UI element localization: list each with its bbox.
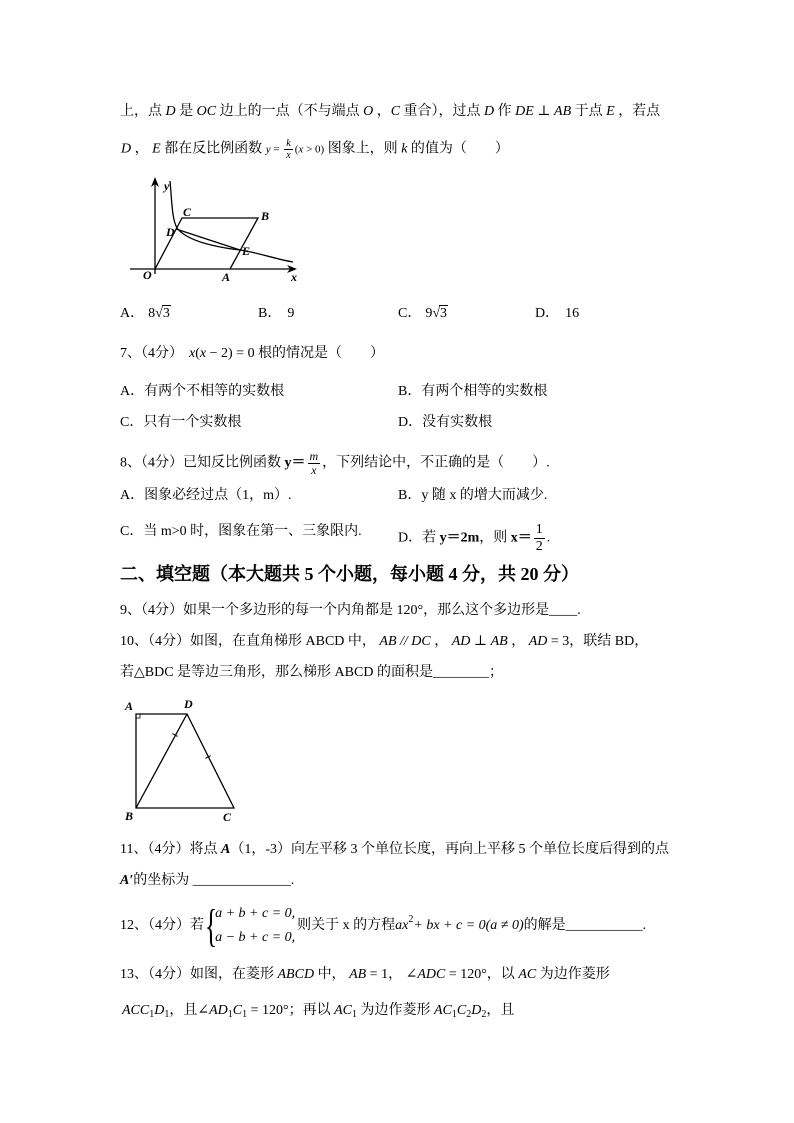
- section-heading: 二、填空题（本大题共 5 个小题，每小题 4 分，共 20 分）: [120, 564, 579, 584]
- math-expression: x＝: [510, 530, 532, 546]
- option-text: 图象必经过点（1，m）.: [144, 488, 292, 503]
- math-variable: AB: [490, 634, 508, 649]
- answer-blank: ______________: [192, 873, 291, 888]
- radicand: 3: [440, 306, 448, 321]
- subscript: 2: [466, 1009, 472, 1020]
- subscript: 1: [164, 1009, 170, 1020]
- sqrt-icon: √: [432, 306, 441, 321]
- stem-text: .: [577, 603, 581, 618]
- math-variable: AC: [434, 1003, 452, 1018]
- fraction-m-over-x: [308, 450, 321, 477]
- answer-blank: ________: [432, 665, 489, 680]
- stem-text: 为边作菱形: [357, 1003, 434, 1018]
- math-variable: C: [456, 1003, 467, 1018]
- condition-open: (: [294, 143, 299, 156]
- option-text: 有两个不相等的实数根: [144, 384, 285, 399]
- subscript: 1: [352, 1009, 357, 1020]
- q8-option-d: [398, 522, 550, 555]
- q6-option-c: [398, 304, 448, 324]
- option-label: D．: [535, 306, 560, 321]
- option-text: 有两个相等的实数根: [421, 384, 548, 399]
- math-variable: ACC: [122, 1003, 150, 1018]
- math-expression: ax: [395, 918, 409, 933]
- subscript: 1: [227, 1009, 233, 1020]
- subscript: 1: [451, 1009, 457, 1020]
- q7-option-c: [120, 413, 241, 433]
- option-label: B．: [398, 488, 422, 503]
- math-variable: D: [154, 1003, 165, 1018]
- math-variable: D: [471, 1003, 482, 1018]
- option-label: B．: [258, 306, 282, 321]
- stem-text: 13、（4分）如图，在菱形: [120, 967, 278, 982]
- math-variable: ABCD: [277, 967, 315, 982]
- stem-text: ，: [373, 104, 391, 119]
- option-text: ，则: [479, 530, 511, 546]
- stem-text: .: [290, 873, 295, 888]
- point-name: A: [220, 842, 231, 857]
- option-text: .: [546, 530, 551, 546]
- answer-blank: ____: [549, 603, 578, 618]
- math-symbol: ⊥: [470, 634, 491, 649]
- q6-option-d: [535, 304, 579, 324]
- math-variable: E: [152, 141, 161, 157]
- condition-variable: x: [298, 143, 304, 156]
- math-variable: O: [363, 104, 374, 119]
- math-variable: AB: [554, 104, 572, 119]
- point-label-o: O: [143, 268, 152, 282]
- question-number: 7、（4分）: [120, 346, 183, 361]
- stem-text: 10、（4分）如图，在直角梯形 ABCD 中，: [120, 634, 380, 649]
- math-variable: D: [484, 104, 495, 119]
- subscript: 1: [149, 1009, 155, 1020]
- stem-text: 则关于 x 的方程: [297, 918, 396, 933]
- equation-system: [215, 902, 295, 950]
- fraction-denominator: 2: [535, 539, 543, 554]
- option-label: C．: [398, 306, 422, 321]
- q9-stem: [120, 601, 581, 621]
- math-variable: k: [401, 141, 408, 157]
- stem-text: ，且∠: [169, 1003, 210, 1018]
- option-text: 当 m>0 时，图象在第一、三象限内.: [143, 524, 362, 539]
- stem-text: ，: [507, 634, 529, 649]
- question-number: 12、（4分）若: [120, 918, 204, 933]
- math-variable: D: [165, 104, 176, 119]
- stem-text: 是: [175, 104, 197, 119]
- stem-text: 于点: [571, 104, 607, 119]
- math-variable: AD: [528, 634, 548, 649]
- q8-option-a: [120, 486, 292, 506]
- math-symbol: − 2) = 0: [206, 346, 255, 361]
- option-label: D．: [398, 415, 423, 430]
- q11-stem-line-2: [120, 871, 294, 891]
- math-variable: x: [189, 346, 196, 361]
- left-brace: {: [204, 900, 218, 951]
- option-label: C．: [120, 415, 144, 430]
- option-label: D．: [398, 530, 423, 546]
- math-variable: D: [121, 141, 132, 157]
- math-expression: y＝2m: [439, 530, 480, 546]
- stem-text: 根的情况是（ ）: [254, 346, 385, 361]
- math-variable: AC: [518, 967, 537, 982]
- q8-option-c: [120, 522, 362, 542]
- point-label-e: E: [242, 244, 251, 258]
- stem-text: 上，点: [120, 104, 166, 119]
- diagonal-bd: [136, 714, 187, 808]
- stem-text: = 1， ∠: [366, 967, 418, 982]
- math-variable: C: [232, 1003, 243, 1018]
- q6-stem-line-2: [121, 138, 509, 161]
- radicand: 3: [162, 306, 170, 321]
- option-label: A．: [120, 384, 145, 399]
- math-symbol: ⊥: [533, 104, 555, 119]
- stem-text: = 120°；再以: [247, 1003, 335, 1018]
- stem-text: 的坐标为: [133, 873, 193, 888]
- hyperbola-curve: [170, 181, 293, 262]
- q10-trapezoid-figure: [118, 694, 248, 828]
- q8-option-b: [398, 486, 547, 506]
- equation-2: a − b + c = 0,: [215, 930, 296, 945]
- math-variable: AD: [451, 634, 471, 649]
- equation-1: a + b + c = 0,: [215, 906, 296, 921]
- q8-stem: [120, 450, 550, 477]
- function-y: y: [265, 143, 271, 156]
- math-expression: + bx + c = 0(a ≠ 0): [413, 918, 524, 933]
- stem-text: ，: [131, 141, 153, 157]
- stem-text: 重合），过点: [400, 104, 485, 119]
- math-variable: OC: [196, 104, 217, 119]
- fraction-numerator: m: [309, 449, 319, 463]
- stem-text: ；: [488, 665, 503, 680]
- stem-text: ，且: [486, 1003, 515, 1018]
- q6-stem-line-1: [120, 102, 660, 122]
- stem-text: ，联结 BD，: [569, 634, 649, 649]
- x-axis-label: x: [291, 270, 297, 284]
- option-label: A．: [120, 306, 145, 321]
- math-variable: AD: [209, 1003, 228, 1018]
- fraction-k-over-x: [284, 138, 292, 161]
- math-variable: DE: [515, 104, 534, 119]
- y-axis-label: y: [164, 179, 170, 193]
- math-variable: ADC: [417, 967, 446, 982]
- stem-text: 边上的一点（不与端点: [216, 104, 364, 119]
- stem-text: 中，: [314, 967, 350, 982]
- point-label-d: D: [166, 225, 175, 239]
- stem-text: .: [642, 918, 647, 933]
- option-text: 若: [422, 530, 440, 546]
- point-label-b: B: [125, 809, 134, 823]
- q13-stem-line-1: [120, 965, 610, 985]
- equals-sign: =: [270, 143, 283, 156]
- option-value: 16: [565, 306, 580, 321]
- stem-text: 9、（4分）如果一个多边形的每一个内角都是 120°，那么这个多边形是: [120, 603, 550, 618]
- option-label: B．: [398, 384, 422, 399]
- math-symbol: = 3: [547, 634, 570, 649]
- math-variable: AB: [379, 634, 397, 649]
- stem-text: = 120°，以: [445, 967, 519, 982]
- point-label-c: C: [183, 205, 192, 219]
- q10-stem-line-2: [120, 663, 503, 683]
- math-variable: x: [199, 346, 207, 361]
- math-variable: AB: [349, 967, 367, 982]
- point-label-d: D: [184, 697, 193, 711]
- q6-option-a: [120, 304, 171, 324]
- subscript: 2: [481, 1009, 487, 1020]
- radical-expression: [148, 304, 171, 324]
- stem-text: 都在反比例函数: [160, 141, 266, 157]
- stem-text: 11、（4分）将点: [120, 842, 221, 857]
- point-label-c: C: [223, 810, 232, 824]
- subscript: 1: [242, 1009, 248, 1020]
- option-text: y 随 x 的增大而减少.: [421, 488, 548, 503]
- fraction-denominator: x: [286, 150, 291, 161]
- stem-text: 若△BDC 是等边三角形，那么梯形 ABCD 的面积是: [120, 665, 433, 680]
- q7-option-d: [398, 413, 492, 433]
- math-symbol: //: [396, 634, 412, 649]
- q12-stem: [120, 902, 646, 950]
- segment-de: [176, 229, 240, 250]
- option-text: 只有一个实数根: [143, 415, 242, 430]
- radical-expression: [425, 304, 448, 324]
- math-variable: AC: [334, 1003, 352, 1018]
- q6-coordinate-figure: [120, 170, 310, 290]
- stem-text: 图象上，则: [324, 141, 402, 157]
- option-text: 没有实数根: [422, 415, 493, 430]
- stem-text: 的解是: [523, 918, 566, 933]
- q7-option-a: [120, 382, 284, 402]
- fraction-one-half: [534, 522, 545, 555]
- q10-stem-line-1: [120, 632, 648, 652]
- superscript: 2: [408, 914, 414, 925]
- coefficient: 9: [425, 306, 433, 321]
- math-variable: E: [606, 104, 615, 119]
- q7-stem: [120, 344, 384, 364]
- trapezoid-abcd: [136, 714, 234, 808]
- math-variable: DC: [411, 634, 431, 649]
- math-variable: C: [390, 104, 401, 119]
- fraction-denominator: x: [311, 463, 317, 477]
- option-value: 9: [287, 306, 295, 321]
- fraction-numerator: 1: [535, 522, 543, 537]
- option-label: C．: [120, 524, 144, 539]
- point-label-b: B: [261, 209, 270, 223]
- option-label: A．: [120, 488, 145, 503]
- stem-text: 8、（4分）已知反比例函数: [120, 455, 285, 471]
- sqrt-icon: √: [155, 306, 163, 321]
- stem-text: ，下列结论中，不正确的是（ ）.: [322, 455, 550, 471]
- point-label-a: A: [125, 699, 134, 713]
- point-label-a: A: [222, 270, 231, 284]
- function-y: y＝: [284, 455, 306, 471]
- stem-text: ，: [430, 634, 452, 649]
- stem-text: （1，-3）向左平移 3 个单位长度，再向上平移 5 个单位长度后得到的点: [230, 842, 669, 857]
- stem-text: ，若点: [614, 104, 661, 119]
- q13-stem-line-2: [122, 1001, 514, 1022]
- q11-stem-line-1: [120, 840, 669, 860]
- coefficient: 8: [148, 306, 156, 321]
- math-symbol: (: [195, 346, 200, 361]
- condition-rest: > 0): [303, 143, 325, 156]
- stem-text: 的值为（ ）: [407, 141, 509, 157]
- q6-option-b: [258, 304, 294, 324]
- answer-blank: ___________: [565, 918, 643, 933]
- stem-text: 为边作菱形: [536, 967, 610, 982]
- point-name: A′: [120, 873, 134, 888]
- fraction-numerator: k: [286, 138, 291, 149]
- q7-option-b: [398, 382, 547, 402]
- stem-text: 作: [494, 104, 516, 119]
